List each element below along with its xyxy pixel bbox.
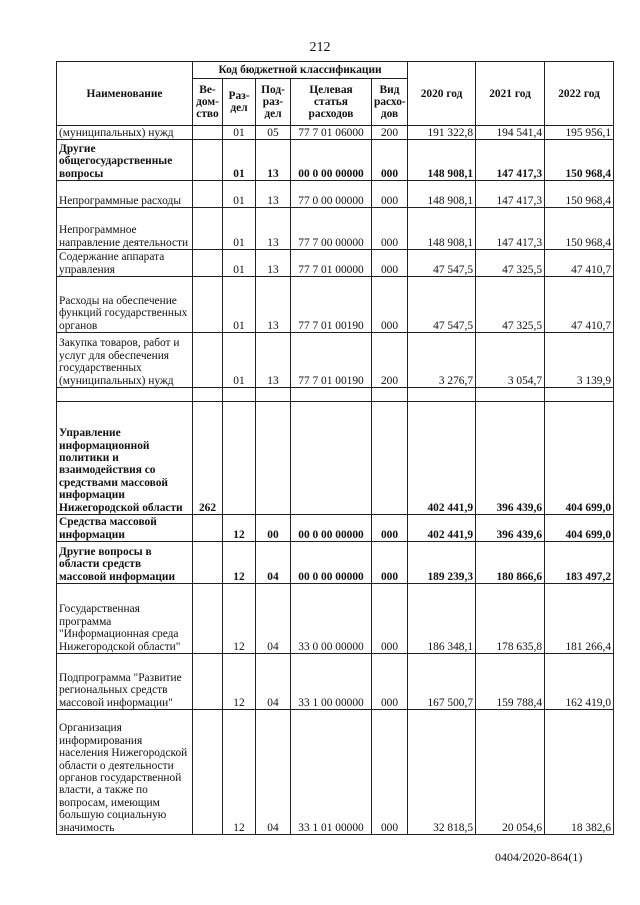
cell-podrazdel: 05 — [256, 126, 291, 140]
cell-2020: 148 908,1 — [408, 140, 476, 181]
cell-razdel: 12 — [223, 515, 256, 542]
cell-vid-rashodov: 000 — [372, 542, 408, 584]
cell-2022: 18 382,6 — [545, 710, 614, 835]
cell-name: Расходы на обеспечение функций государственных органов — [57, 277, 193, 333]
cell-celevaya-statya: 77 7 00 00000 — [291, 208, 372, 250]
cell-razdel: 01 — [223, 181, 256, 208]
cell-2020: 3 276,7 — [408, 333, 476, 388]
cell-2020: 148 908,1 — [408, 208, 476, 250]
cell-2021: 396 439,6 — [476, 402, 545, 515]
cell-razdel: 01 — [223, 208, 256, 250]
cell-vid-rashodov: 000 — [372, 181, 408, 208]
cell-podrazdel: 13 — [256, 333, 291, 388]
table-row — [57, 388, 614, 402]
cell-podrazdel: 04 — [256, 584, 291, 654]
cell-name: Содержание аппарата управления — [57, 250, 193, 277]
cell-2020: 189 239,3 — [408, 542, 476, 584]
cell-podrazdel: 04 — [256, 710, 291, 835]
cell-podrazdel: 04 — [256, 654, 291, 710]
cell-celevaya-statya: 33 1 00 00000 — [291, 654, 372, 710]
col-header-celevaya-statya: Целевая статья расходов — [291, 79, 372, 126]
cell-2022 — [545, 388, 614, 402]
cell-name: Государственная программа "Информационная среда Нижегородской области" — [57, 584, 193, 654]
cell-vid-rashodov: 200 — [372, 126, 408, 140]
cell-2022: 150 968,4 — [545, 140, 614, 181]
table-body — [57, 126, 614, 835]
cell-vid-rashodov: 000 — [372, 277, 408, 333]
table-row — [57, 584, 614, 654]
cell-2020: 402 441,9 — [408, 515, 476, 542]
cell-2021: 3 054,7 — [476, 333, 545, 388]
cell-celevaya-statya — [291, 402, 372, 515]
cell-vid-rashodov: 000 — [372, 515, 408, 542]
col-header-vid-rashodov: Вид расхо- дов — [372, 79, 408, 126]
cell-2021: 147 417,3 — [476, 140, 545, 181]
cell-name: Подпрограмма "Развитие региональных средств массовой информации" — [57, 654, 193, 710]
cell-razdel: 12 — [223, 584, 256, 654]
cell-2022: 183 497,2 — [545, 542, 614, 584]
cell-podrazdel: 13 — [256, 181, 291, 208]
cell-vedomstvo — [193, 333, 223, 388]
cell-name: Другие вопросы в области средств массовой информации — [57, 542, 193, 584]
cell-celevaya-statya — [291, 388, 372, 402]
cell-vid-rashodov: 000 — [372, 710, 408, 835]
cell-vedomstvo: 262 — [193, 402, 223, 515]
cell-2022: 3 139,9 — [545, 333, 614, 388]
cell-razdel: 01 — [223, 140, 256, 181]
table-row — [57, 140, 614, 181]
table-row — [57, 710, 614, 835]
cell-celevaya-statya: 00 0 00 00000 — [291, 140, 372, 181]
cell-vedomstvo — [193, 515, 223, 542]
cell-2021: 194 541,4 — [476, 126, 545, 140]
cell-vedomstvo — [193, 710, 223, 835]
cell-name — [57, 388, 193, 402]
cell-2021: 396 439,6 — [476, 515, 545, 542]
cell-2020: 402 441,9 — [408, 402, 476, 515]
table-row — [57, 181, 614, 208]
cell-2022: 404 699,0 — [545, 515, 614, 542]
col-header-razdel: Раз- дел — [223, 79, 256, 126]
cell-razdel: 01 — [223, 277, 256, 333]
cell-vid-rashodov: 000 — [372, 654, 408, 710]
cell-2020: 191 322,8 — [408, 126, 476, 140]
cell-vid-rashodov: 000 — [372, 140, 408, 181]
cell-vedomstvo — [193, 250, 223, 277]
cell-2021: 147 417,3 — [476, 208, 545, 250]
cell-razdel — [223, 402, 256, 515]
cell-razdel: 01 — [223, 126, 256, 140]
cell-celevaya-statya: 77 7 01 00190 — [291, 277, 372, 333]
cell-2021: 147 417,3 — [476, 181, 545, 208]
cell-podrazdel: 04 — [256, 542, 291, 584]
table-row — [57, 402, 614, 515]
cell-2021: 159 788,4 — [476, 654, 545, 710]
cell-vid-rashodov — [372, 402, 408, 515]
cell-2022: 150 968,4 — [545, 208, 614, 250]
cell-celevaya-statya: 33 1 01 00000 — [291, 710, 372, 835]
cell-vedomstvo — [193, 140, 223, 181]
cell-name: (муниципальных) нужд — [57, 126, 193, 140]
page-number: 212 — [309, 40, 331, 55]
cell-podrazdel: 13 — [256, 250, 291, 277]
cell-vedomstvo — [193, 388, 223, 402]
cell-2020: 47 547,5 — [408, 277, 476, 333]
cell-2022: 162 419,0 — [545, 654, 614, 710]
cell-vid-rashodov: 200 — [372, 333, 408, 388]
cell-celevaya-statya: 00 0 00 00000 — [291, 542, 372, 584]
table-row — [57, 654, 614, 710]
cell-2022: 150 968,4 — [545, 181, 614, 208]
col-header-2020: 2020 год — [408, 62, 476, 126]
table-row — [57, 542, 614, 584]
col-header-classification: Код бюджетной классификации — [193, 62, 408, 79]
cell-vedomstvo — [193, 181, 223, 208]
cell-name: Управление информационной политики и взаимодействия со средствами массовой информации Нижегородской области — [57, 402, 193, 515]
table-row — [57, 208, 614, 250]
cell-name: Средства массовой информации — [57, 515, 193, 542]
cell-podrazdel: 00 — [256, 515, 291, 542]
cell-name: Организация информирования населения Нижегородской области о деятельности органов государственной власти, а также по вопросам, имеющим большую социальную значимость — [57, 710, 193, 835]
cell-name: Другие общегосударственные вопросы — [57, 140, 193, 181]
cell-2022: 47 410,7 — [545, 277, 614, 333]
cell-vedomstvo — [193, 542, 223, 584]
col-header-2021: 2021 год — [476, 62, 545, 126]
cell-razdel: 12 — [223, 542, 256, 584]
cell-razdel: 01 — [223, 250, 256, 277]
table-row — [57, 277, 614, 333]
cell-celevaya-statya: 33 0 00 00000 — [291, 584, 372, 654]
cell-2021: 178 635,8 — [476, 584, 545, 654]
cell-2022: 404 699,0 — [545, 402, 614, 515]
cell-celevaya-statya: 77 7 01 06000 — [291, 126, 372, 140]
cell-2020: 167 500,7 — [408, 654, 476, 710]
cell-vedomstvo — [193, 654, 223, 710]
cell-vedomstvo — [193, 584, 223, 654]
col-header-podrazdel: Под- раз- дел — [256, 79, 291, 126]
cell-2021: 180 866,6 — [476, 542, 545, 584]
col-header-vedomstvo: Ве- дом- ство — [193, 79, 223, 126]
cell-name: Непрограммное направление деятельности — [57, 208, 193, 250]
document-code: 0404/2020-864(1) — [495, 850, 583, 864]
cell-2020 — [408, 388, 476, 402]
col-header-2022: 2022 год — [545, 62, 614, 126]
cell-2021: 47 325,5 — [476, 250, 545, 277]
cell-celevaya-statya: 77 7 01 00190 — [291, 333, 372, 388]
cell-celevaya-statya: 77 7 01 00000 — [291, 250, 372, 277]
cell-name: Непрограммные расходы — [57, 181, 193, 208]
cell-podrazdel — [256, 388, 291, 402]
cell-2020: 47 547,5 — [408, 250, 476, 277]
cell-2021: 47 325,5 — [476, 277, 545, 333]
cell-podrazdel: 13 — [256, 208, 291, 250]
cell-2022: 47 410,7 — [545, 250, 614, 277]
budget-table — [56, 61, 614, 835]
cell-vid-rashodov: 000 — [372, 584, 408, 654]
cell-razdel: 12 — [223, 654, 256, 710]
cell-podrazdel: 13 — [256, 277, 291, 333]
cell-2020: 186 348,1 — [408, 584, 476, 654]
cell-razdel: 01 — [223, 333, 256, 388]
cell-2020: 148 908,1 — [408, 181, 476, 208]
table-row — [57, 515, 614, 542]
table-row — [57, 333, 614, 388]
cell-celevaya-statya: 00 0 00 00000 — [291, 515, 372, 542]
col-header-name: Наименование — [57, 62, 193, 126]
cell-2022: 181 266,4 — [545, 584, 614, 654]
cell-vedomstvo — [193, 126, 223, 140]
table-row — [57, 126, 614, 140]
cell-razdel: 12 — [223, 710, 256, 835]
cell-vedomstvo — [193, 208, 223, 250]
cell-razdel — [223, 388, 256, 402]
cell-name: Закупка товаров, работ и услуг для обеспечения государственных (муниципальных) нужд — [57, 333, 193, 388]
cell-vid-rashodov: 000 — [372, 250, 408, 277]
cell-2020: 32 818,5 — [408, 710, 476, 835]
cell-2021: 20 054,6 — [476, 710, 545, 835]
cell-2021 — [476, 388, 545, 402]
cell-2022: 195 956,1 — [545, 126, 614, 140]
cell-vid-rashodov: 000 — [372, 208, 408, 250]
table-row — [57, 250, 614, 277]
cell-vedomstvo — [193, 277, 223, 333]
cell-vid-rashodov — [372, 388, 408, 402]
cell-podrazdel: 13 — [256, 140, 291, 181]
cell-podrazdel — [256, 402, 291, 515]
cell-celevaya-statya: 77 0 00 00000 — [291, 181, 372, 208]
